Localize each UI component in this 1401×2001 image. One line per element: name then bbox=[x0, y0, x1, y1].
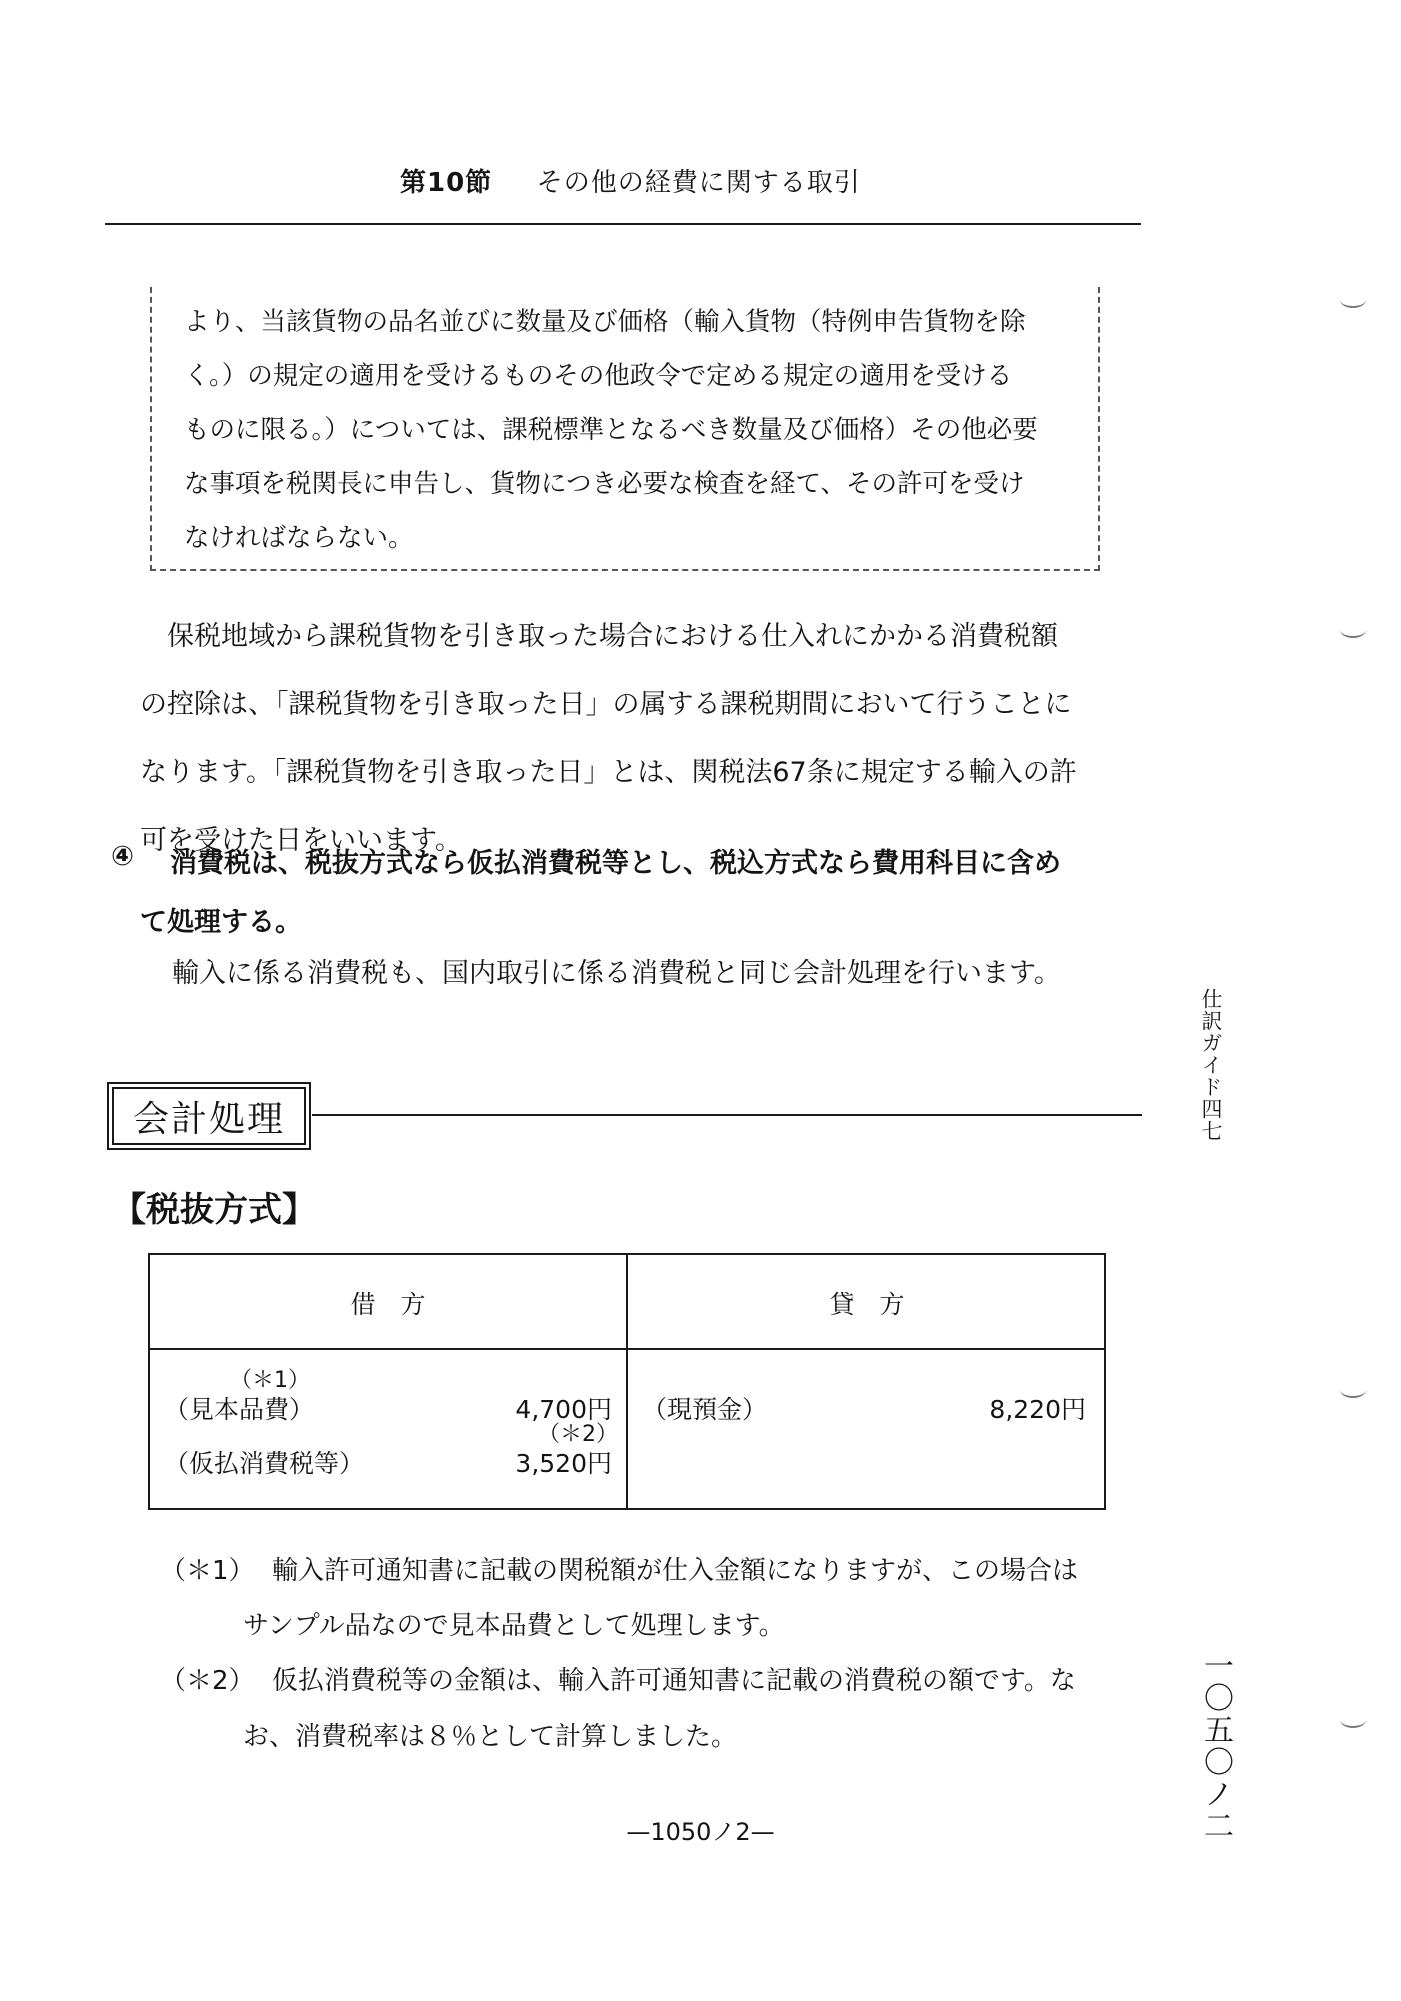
item4-line2: て処理する。 bbox=[140, 907, 302, 938]
debit-header: 借 方 bbox=[350, 1290, 426, 1319]
footnote-text: サンプル品なので見本品費として処理します。 bbox=[243, 1611, 785, 1641]
footnote-marker: （＊1） bbox=[160, 1556, 255, 1586]
credit-account: （現預金） bbox=[642, 1395, 768, 1424]
debit-account: （見本品費） bbox=[164, 1395, 315, 1424]
footnote-marker: （＊2） bbox=[160, 1666, 255, 1696]
table-divider bbox=[150, 1348, 1104, 1350]
paragraph-line: 保税地域から課税貨物を引き取った場合における仕入れにかかる消費税額 bbox=[140, 621, 1058, 652]
quote-line: なければならない。 bbox=[184, 523, 414, 553]
quote-line: より、当該貨物の品名並びに数量及び価格（輸入貨物（特例申告貨物を除 bbox=[184, 307, 1026, 337]
item4-marker: ④ bbox=[111, 841, 134, 872]
section-number: 第10節 bbox=[400, 168, 493, 198]
binding-mark bbox=[1340, 1382, 1366, 1398]
binding-mark bbox=[1340, 622, 1366, 638]
side-guide-label: 仕訳ガイド四七 bbox=[1199, 988, 1223, 1142]
entry-note: （＊2） bbox=[538, 1422, 618, 1447]
entry-note: （＊1） bbox=[230, 1368, 310, 1393]
footnote-text: お、消費税率は８％として計算しました。 bbox=[243, 1722, 738, 1752]
journal-table bbox=[148, 1253, 1106, 1510]
item4-line1: 消費税は、税抜方式なら仮払消費税等とし、税込方式なら費用科目に含め bbox=[170, 848, 1061, 879]
binding-mark bbox=[1340, 1712, 1366, 1728]
debit-amount: 4,700円 bbox=[515, 1395, 612, 1424]
section-title: その他の経費に関する取引 bbox=[536, 168, 861, 198]
item4-note: 輸入に係る消費税も、国内取引に係る消費税と同じ会計処理を行います。 bbox=[172, 958, 1061, 989]
credit-header: 貸 方 bbox=[829, 1290, 905, 1319]
section-rule bbox=[312, 1114, 1142, 1116]
quote-line: く。）の規定の適用を受けるものその他政令で定める規定の適用を受ける bbox=[184, 361, 1013, 391]
page-number: —1050ノ2— bbox=[626, 1818, 775, 1846]
paragraph-line: 可を受けた日をいいます。 bbox=[140, 825, 462, 856]
subsection-heading: 【税抜方式】 bbox=[112, 1190, 316, 1230]
paragraph-line: の控除は、「課税貨物を引き取った日」の属する課税期間において行うことに bbox=[140, 689, 1072, 720]
body-paragraph bbox=[140, 609, 1077, 869]
paragraph-line: なります。「課税貨物を引き取った日」とは、関税法67条に規定する輸入の許 bbox=[140, 757, 1077, 788]
side-page-label: 一〇五〇ノ二 bbox=[1198, 1650, 1233, 1842]
debit-account: （仮払消費税等） bbox=[164, 1449, 365, 1478]
page-header bbox=[400, 162, 861, 199]
debit-amount: 3,520円 bbox=[515, 1449, 612, 1478]
binding-mark bbox=[1340, 292, 1366, 308]
section-heading: 会計処理 bbox=[112, 1087, 306, 1145]
header-rule bbox=[105, 223, 1141, 225]
quote-line: な事項を税関長に申告し、貨物につき必要な検査を経て、その許可を受け bbox=[184, 469, 1025, 499]
quote-box bbox=[150, 287, 1100, 571]
credit-amount: 8,220円 bbox=[989, 1395, 1086, 1424]
quote-line: ものに限る。）については、課税標準となるべき数量及び価格）その他必要 bbox=[184, 415, 1038, 445]
footnote-text: 仮払消費税等の金額は、輸入許可通知書に記載の消費税の額です。な bbox=[272, 1666, 1076, 1696]
footnote-text: 輸入許可通知書に記載の関税額が仕入金額になりますが、この場合は bbox=[272, 1556, 1079, 1586]
